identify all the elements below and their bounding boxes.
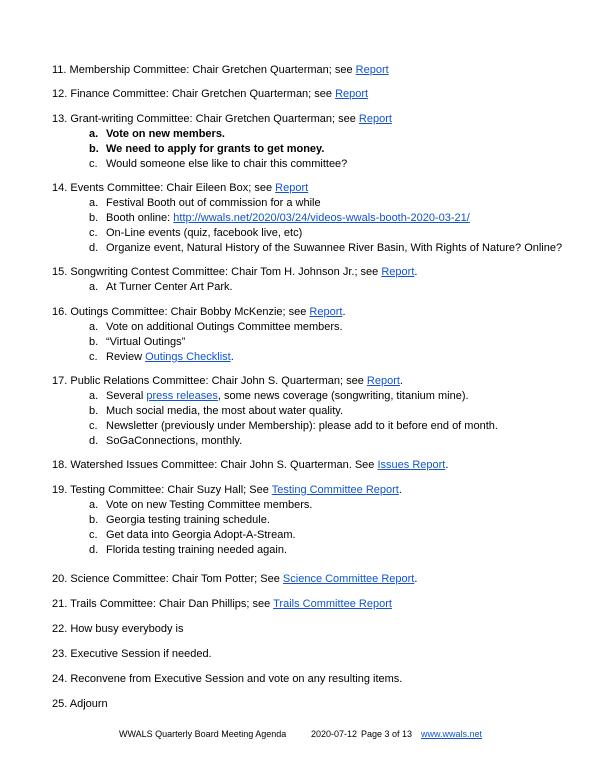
item-number: 11. — [52, 64, 67, 76]
sub-label: c. — [89, 227, 98, 239]
sub-text: Get data into Georgia Adopt-A-Stream. — [106, 529, 296, 541]
sub-label: b. — [89, 514, 99, 526]
item-text: Science Committee: Chair Tom Potter; See — [70, 573, 283, 585]
report-link[interactable]: Report — [358, 113, 392, 125]
sub-item — [89, 528, 296, 542]
agenda-item-13 — [52, 112, 392, 126]
sub-item — [89, 226, 303, 240]
agenda-item-18 — [52, 458, 448, 472]
item-number: 18. — [52, 459, 68, 471]
footer-page-number: Page 3 of 13 — [361, 729, 413, 739]
item-text: Events Committee: Chair Eileen Box; see — [70, 182, 276, 194]
report-link[interactable]: Report — [275, 182, 309, 194]
item-number: 22. — [52, 623, 68, 635]
sub-text: We need to apply for grants to get money. — [106, 143, 325, 155]
sub-label: b. — [89, 405, 99, 417]
sub-label: a. — [89, 128, 99, 140]
sub-item — [89, 543, 288, 557]
item-text: Watershed Issues Committee: Chair John S. Quarterman. See — [70, 459, 378, 471]
sub-text: “Virtual Outings” — [106, 336, 186, 348]
item-number: 21. — [52, 598, 68, 610]
sub-label: c. — [89, 351, 98, 363]
sub-text: Georgia testing training schedule. — [106, 514, 270, 526]
agenda-item-16 — [52, 305, 346, 319]
sub-item — [89, 196, 321, 210]
sub-item — [89, 498, 313, 512]
item-text: Songwriting Contest Committee: Chair Tom H. Johnson Jr.; see — [70, 266, 382, 278]
sub-text-suffix: , some news coverage (songwriting, titanium mine). — [217, 390, 469, 402]
sub-text — [106, 389, 469, 403]
item-text: Grant-writing Committee: Chair Gretchen Quarterman; see — [70, 113, 359, 125]
sub-item — [89, 335, 186, 349]
sub-label: a. — [89, 197, 99, 209]
item-text-suffix: . — [445, 459, 449, 471]
sub-text: Newsletter (previously under Membership): please add to it before end of month. — [106, 420, 498, 432]
sub-item — [89, 513, 270, 527]
sub-text-suffix: . — [230, 351, 234, 363]
sub-text: Organize event, Natural History of the Suwannee River Basin, With Rights of Nature? Online? — [106, 242, 563, 254]
footer-date: 2020-07-12 — [311, 729, 358, 739]
item-text: Membership Committee: Chair Gretchen Quarterman; see — [69, 64, 356, 76]
report-link[interactable]: Report — [381, 266, 415, 278]
sub-label: c. — [89, 158, 98, 170]
item-text-suffix: . — [399, 375, 403, 387]
sub-text — [106, 211, 470, 225]
sub-item — [89, 241, 563, 255]
agenda-item-24 — [52, 672, 402, 686]
sub-item — [89, 127, 225, 141]
footer-title: WWALS Quarterly Board Meeting Agenda — [119, 729, 287, 739]
item-text: Executive Session if needed. — [70, 648, 212, 660]
item-number: 25. — [52, 698, 68, 710]
agenda-item-20 — [52, 572, 417, 586]
item-number: 13. — [52, 113, 68, 125]
sub-label: c. — [89, 420, 98, 432]
agenda-item-12 — [52, 87, 368, 101]
agenda-item-11 — [52, 63, 389, 77]
sub-text: Vote on new Testing Committee members. — [106, 499, 313, 511]
sub-label: d. — [89, 435, 99, 447]
item-text: Outings Committee: Chair Bobby McKenzie; see — [70, 306, 310, 318]
item-text-suffix: . — [398, 484, 402, 496]
sub-item — [89, 211, 470, 225]
sub-text: At Turner Center Art Park. — [106, 281, 233, 293]
item-text: How busy everybody is — [70, 623, 184, 635]
sub-item — [89, 320, 343, 334]
sub-text: Florida testing training needed again. — [106, 544, 288, 556]
sub-item — [89, 404, 344, 418]
sub-label: a. — [89, 281, 99, 293]
outings-checklist-link[interactable]: Outings Checklist — [145, 351, 231, 363]
item-number: 14. — [52, 182, 68, 194]
sub-text-prefix: Booth online: — [106, 212, 174, 224]
agenda-item-15 — [52, 265, 417, 279]
science-report-link[interactable]: Science Committee Report — [282, 573, 415, 585]
agenda-item-23 — [52, 647, 212, 661]
sub-text: On-Line events (quiz, facebook live, etc) — [106, 227, 303, 239]
sub-text: Would someone else like to chair this committee? — [106, 158, 348, 170]
report-link[interactable]: Report — [335, 88, 369, 100]
item-number: 23. — [52, 648, 68, 660]
report-link[interactable]: Report — [355, 64, 389, 76]
sub-item — [89, 350, 234, 364]
item-text: Adjourn — [69, 698, 108, 710]
sub-label: c. — [89, 529, 98, 541]
agenda-item-25 — [52, 697, 108, 711]
report-link[interactable]: Report — [366, 375, 400, 387]
item-text-suffix: . — [342, 306, 346, 318]
sub-text: Vote on additional Outings Committee members. — [106, 321, 343, 333]
item-number: 19. — [52, 484, 68, 496]
item-text-suffix: . — [414, 573, 418, 585]
press-releases-link[interactable]: press releases — [146, 390, 218, 402]
sub-item — [89, 419, 498, 433]
item-text-suffix: . — [414, 266, 418, 278]
sub-label: a. — [89, 390, 99, 402]
sub-item — [89, 434, 243, 448]
sub-item — [89, 389, 469, 403]
sub-text: Much social media, the most about water quality. — [106, 405, 344, 417]
sub-text: Vote on new members. — [106, 128, 225, 140]
booth-video-link[interactable]: http://wwals.net/2020/03/24/videos-wwals-booth-2020-03-21/ — [173, 212, 470, 224]
sub-item — [89, 142, 325, 156]
item-number: 17. — [52, 375, 68, 387]
item-text: Public Relations Committee: Chair John S. Quarterman; see — [70, 375, 367, 387]
sub-text-prefix: Several — [106, 390, 147, 402]
item-number: 15. — [52, 266, 68, 278]
sub-text: SoGaConnections, monthly. — [106, 435, 243, 447]
sub-text: Festival Booth out of commission for a while — [106, 197, 321, 209]
agenda-item-21 — [52, 597, 392, 611]
sub-label: d. — [89, 544, 99, 556]
sub-label: d. — [89, 242, 99, 254]
sub-text-prefix: Review — [106, 351, 146, 363]
sub-label: b. — [89, 143, 99, 155]
testing-report-link[interactable]: Testing Committee Report — [271, 484, 399, 496]
item-number: 20. — [52, 573, 68, 585]
item-text: Reconvene from Executive Session and vote on any resulting items. — [70, 673, 403, 685]
item-number: 12. — [52, 88, 68, 100]
sub-item — [89, 157, 348, 171]
item-number: 24. — [52, 673, 68, 685]
sub-label: b. — [89, 336, 99, 348]
agenda-item-22 — [52, 622, 183, 636]
agenda-item-19 — [52, 483, 402, 497]
item-text: Testing Committee: Chair Suzy Hall; See — [70, 484, 272, 496]
item-number: 16. — [52, 306, 68, 318]
trails-report-link[interactable]: Trails Committee Report — [273, 598, 392, 610]
sub-item — [89, 280, 233, 294]
footer-site-link[interactable]: www.wwals.net — [421, 729, 483, 739]
sub-label: b. — [89, 212, 99, 224]
sub-label: a. — [89, 321, 99, 333]
report-link[interactable]: Report — [309, 306, 343, 318]
sub-label: a. — [89, 499, 99, 511]
agenda-item-17 — [52, 374, 403, 388]
item-text: Trails Committee: Chair Dan Phillips; see — [70, 598, 274, 610]
agenda-item-14 — [52, 181, 308, 195]
sub-text — [106, 350, 234, 364]
item-text: Finance Committee: Chair Gretchen Quarterman; see — [70, 88, 336, 100]
issues-report-link[interactable]: Issues Report — [377, 459, 446, 471]
